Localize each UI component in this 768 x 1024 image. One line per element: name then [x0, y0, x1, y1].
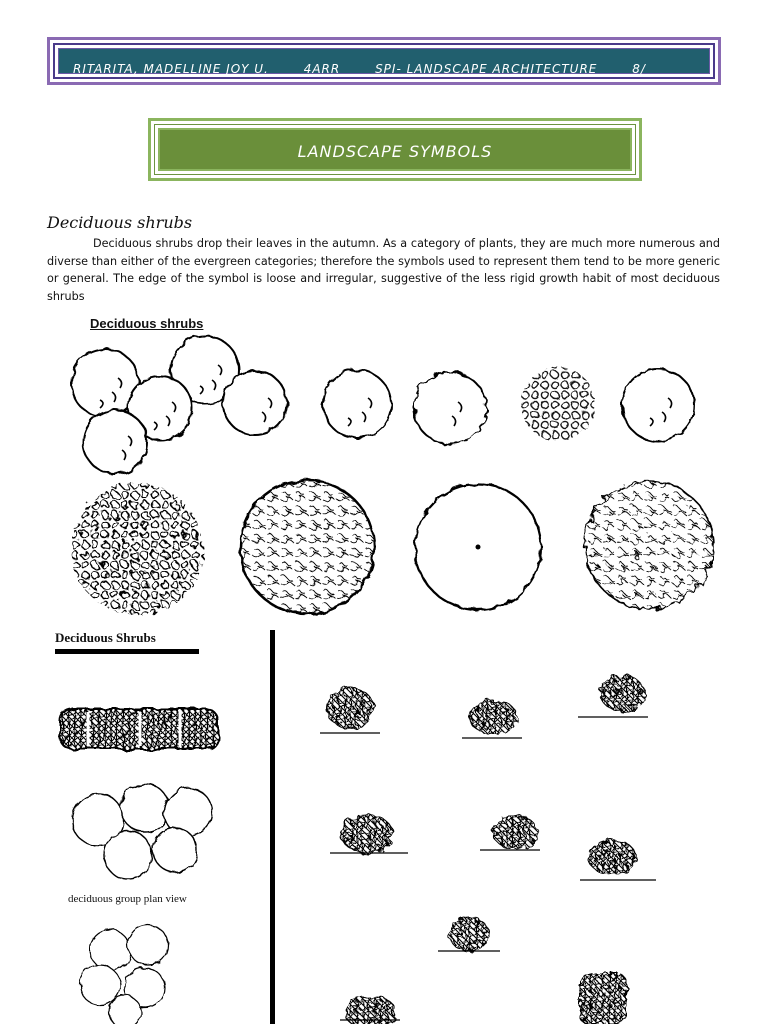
- elevation-figure-label: Deciduous Shrubs: [55, 630, 156, 645]
- shrub-symbol-scalloped: [323, 370, 391, 438]
- shrub-group-plan-outline: [80, 925, 168, 1024]
- plan-figure-label: Deciduous shrubs: [90, 316, 204, 331]
- shrub-group-plan: [72, 784, 212, 879]
- class-code: 4ARR: [303, 62, 341, 76]
- shrub-symbol-outline-large: [415, 484, 541, 610]
- shrub-symbol-dotted: [521, 367, 595, 441]
- shrub-symbol-clustered-large: [585, 481, 713, 609]
- shrub-symbol-round: [622, 369, 694, 441]
- page-title: LANDSCAPE SYMBOLS: [297, 142, 493, 161]
- shrub-symbol-leafy-large: [71, 483, 203, 615]
- author-name: RITARITA, MADELLINE JOY U.: [73, 62, 269, 76]
- shrub-elevation-sketches: [320, 675, 656, 1024]
- body-paragraph: Deciduous shrubs drop their leaves in the autumn. As a category of plants, they are much more numerous and diverse than either of the evergreen categories; therefore the symbols used to represent them tend to be more generic or general. The edge of the symbol is loose and irregular, suggestive of the less rigid growth habit of most deciduous shrubs: [47, 237, 720, 303]
- course-title: SPI- LANDSCAPE ARCHITECTURE: [375, 62, 598, 76]
- page-number: 8/: [632, 62, 646, 76]
- shrub-hedge-elevation: [60, 709, 218, 749]
- section-heading: Deciduous shrubs: [47, 213, 193, 232]
- shrub-symbol-wavy: [414, 372, 486, 444]
- shrub-symbol-textured-large: [240, 480, 374, 614]
- group-plan-caption: deciduous group plan view: [68, 893, 187, 905]
